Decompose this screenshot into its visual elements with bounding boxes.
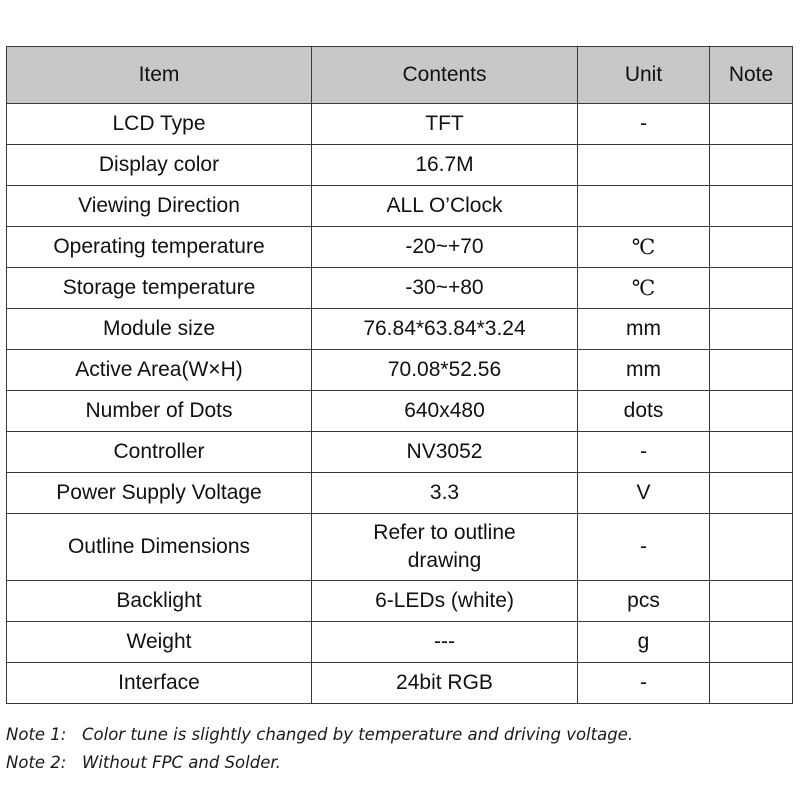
cell-unit: dots	[578, 391, 710, 432]
header-note: Note	[710, 47, 793, 104]
cell-note	[710, 186, 793, 227]
cell-item: Operating temperature	[7, 227, 312, 268]
cell-note	[710, 663, 793, 704]
cell-contents: ALL O’Clock	[312, 186, 578, 227]
cell-note	[710, 145, 793, 186]
cell-unit: mm	[578, 350, 710, 391]
cell-unit: pcs	[578, 581, 710, 622]
cell-note	[710, 350, 793, 391]
cell-unit: -	[578, 663, 710, 704]
table-row	[7, 104, 793, 145]
cell-note	[710, 432, 793, 473]
cell-contents: NV3052	[312, 432, 578, 473]
cell-note	[710, 514, 793, 581]
cell-note	[710, 473, 793, 514]
note-1-text: Color tune is slightly changed by temperature and driving voltage.	[82, 724, 634, 744]
cell-contents: ---	[312, 622, 578, 663]
table-row	[7, 227, 793, 268]
cell-contents: 76.84*63.84*3.24	[312, 309, 578, 350]
notes-section	[6, 720, 792, 776]
cell-item: Viewing Direction	[7, 186, 312, 227]
table-row	[7, 186, 793, 227]
table-row	[7, 309, 793, 350]
cell-item: LCD Type	[7, 104, 312, 145]
cell-item: Weight	[7, 622, 312, 663]
header-unit: Unit	[578, 47, 710, 104]
cell-unit: V	[578, 473, 710, 514]
cell-contents-text: Refer to outline drawing	[373, 521, 516, 572]
table-row	[7, 391, 793, 432]
cell-contents: 16.7M	[312, 145, 578, 186]
cell-note	[710, 622, 793, 663]
cell-unit: g	[578, 622, 710, 663]
cell-contents: 70.08*52.56	[312, 350, 578, 391]
header-contents: Contents	[312, 47, 578, 104]
spec-table	[6, 46, 793, 704]
cell-item: Display color	[7, 145, 312, 186]
cell-contents	[312, 514, 578, 581]
cell-note	[710, 309, 793, 350]
note-2-text: Without FPC and Solder.	[82, 752, 281, 772]
cell-note	[710, 581, 793, 622]
cell-contents: 6-LEDs (white)	[312, 581, 578, 622]
cell-contents: -30~+80	[312, 268, 578, 309]
cell-item: Power Supply Voltage	[7, 473, 312, 514]
cell-item: Module size	[7, 309, 312, 350]
cell-unit: mm	[578, 309, 710, 350]
note-1-label: Note 1:	[6, 724, 67, 744]
cell-unit: -	[578, 432, 710, 473]
cell-item: Backlight	[7, 581, 312, 622]
cell-item: Interface	[7, 663, 312, 704]
table-header-row	[7, 47, 793, 104]
table-row	[7, 432, 793, 473]
header-item: Item	[7, 47, 312, 104]
table-row	[7, 350, 793, 391]
table-row	[7, 663, 793, 704]
cell-unit	[578, 145, 710, 186]
cell-unit: ℃	[578, 268, 710, 309]
cell-item: Controller	[7, 432, 312, 473]
note-2	[6, 748, 792, 776]
cell-contents: 24bit RGB	[312, 663, 578, 704]
table-row	[7, 268, 793, 309]
cell-item: Outline Dimensions	[7, 514, 312, 581]
cell-item: Number of Dots	[7, 391, 312, 432]
cell-contents: 3.3	[312, 473, 578, 514]
cell-contents: TFT	[312, 104, 578, 145]
cell-unit: -	[578, 514, 710, 581]
cell-contents: -20~+70	[312, 227, 578, 268]
table-row	[7, 622, 793, 663]
cell-item: Active Area(W×H)	[7, 350, 312, 391]
cell-note	[710, 104, 793, 145]
cell-unit	[578, 186, 710, 227]
note-2-label: Note 2:	[6, 752, 67, 772]
cell-note	[710, 268, 793, 309]
cell-item: Storage temperature	[7, 268, 312, 309]
table-row	[7, 581, 793, 622]
table-row	[7, 514, 793, 581]
cell-contents: 640x480	[312, 391, 578, 432]
note-1	[6, 720, 792, 748]
cell-note	[710, 391, 793, 432]
table-row	[7, 473, 793, 514]
table-row	[7, 145, 793, 186]
cell-unit: -	[578, 104, 710, 145]
cell-note	[710, 227, 793, 268]
cell-unit: ℃	[578, 227, 710, 268]
